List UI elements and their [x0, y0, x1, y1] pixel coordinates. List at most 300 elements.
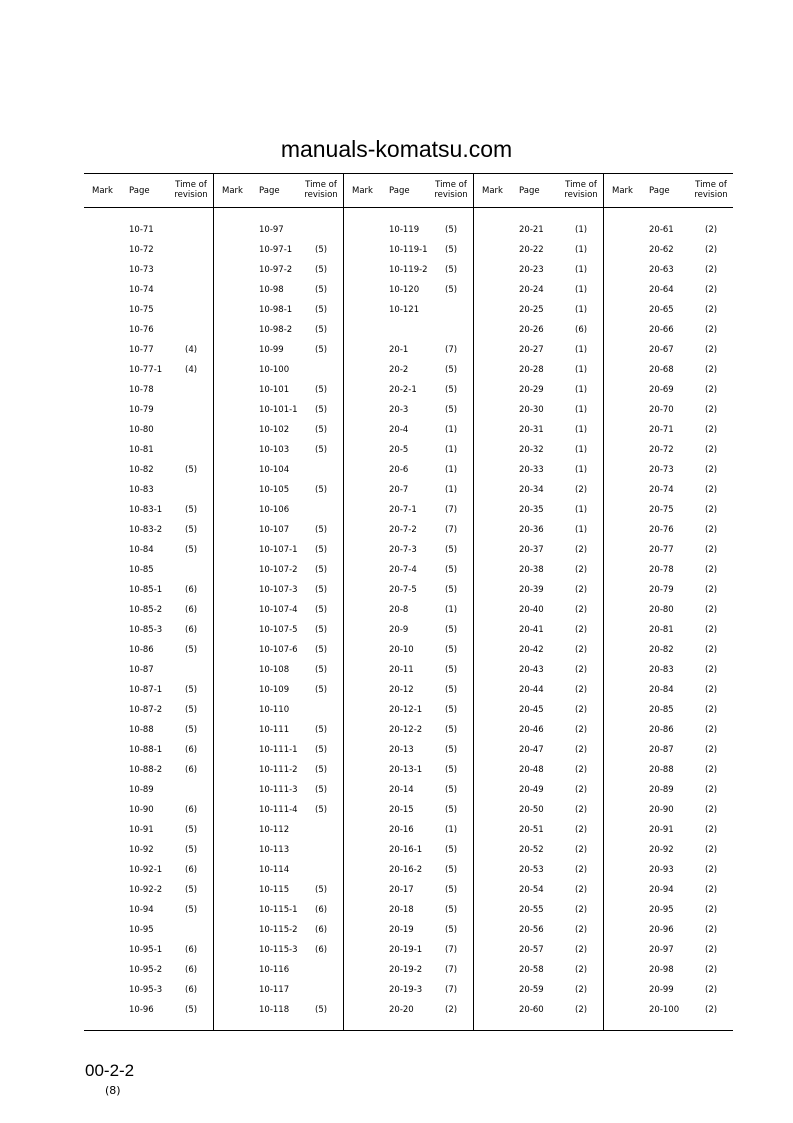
- page-cell: 10-108: [259, 665, 290, 675]
- revision-cell: (6): [185, 865, 198, 875]
- page-cell: 10-85: [129, 565, 154, 575]
- page-cell: 20-67: [649, 345, 674, 355]
- page-cell: 10-83-1: [129, 505, 163, 515]
- page-cell: 20-27: [519, 345, 544, 355]
- revision-cell: (5): [315, 805, 328, 815]
- page-cell: 20-28: [519, 365, 544, 375]
- revision-cell: (2): [705, 545, 718, 555]
- page-cell: 20-31: [519, 425, 544, 435]
- revision-cell: (1): [575, 405, 588, 415]
- page-cell: 20-3: [389, 405, 409, 415]
- revision-cell: (1): [575, 365, 588, 375]
- revision-cell: (6): [315, 945, 328, 955]
- revision-cell: (5): [445, 285, 458, 295]
- page-cell: 20-19: [389, 925, 414, 935]
- revision-cell: (5): [315, 445, 328, 455]
- revision-cell: (5): [315, 245, 328, 255]
- revision-cell: (6): [185, 765, 198, 775]
- page-cell: 20-15: [389, 805, 414, 815]
- page-cell: 20-77: [649, 545, 674, 555]
- page-cell: 20-55: [519, 905, 544, 915]
- page-cell: 20-75: [649, 505, 674, 515]
- page-cell: 10-118: [259, 1005, 290, 1015]
- page-cell: 20-63: [649, 265, 674, 275]
- revision-cell: (5): [445, 865, 458, 875]
- revision-cell: (2): [575, 725, 588, 735]
- page-cell: 20-88: [649, 765, 674, 775]
- header-mark: Mark: [352, 186, 373, 196]
- revision-cell: (5): [445, 665, 458, 675]
- page-cell: 10-92-1: [129, 865, 163, 875]
- page-cell: 20-12-1: [389, 705, 423, 715]
- header-revision-line1: Time of: [305, 180, 337, 190]
- revision-cell: (5): [185, 645, 198, 655]
- header-revision-line2: revision: [564, 190, 598, 200]
- page-cell: 20-44: [519, 685, 544, 695]
- page-cell: 20-53: [519, 865, 544, 875]
- page-cell: 20-17: [389, 885, 414, 895]
- revision-cell: (5): [315, 745, 328, 755]
- revision-cell: (5): [445, 385, 458, 395]
- revision-cell: (2): [705, 245, 718, 255]
- revision-cell: (2): [705, 605, 718, 615]
- revision-cell: (2): [575, 925, 588, 935]
- page-cell: 20-82: [649, 645, 674, 655]
- page-cell: 10-117: [259, 985, 290, 995]
- page-cell: 10-109: [259, 685, 290, 695]
- revision-cell: (2): [705, 705, 718, 715]
- revision-cell: (2): [705, 425, 718, 435]
- page-cell: 10-98-1: [259, 305, 293, 315]
- header-page: Page: [259, 186, 280, 196]
- table-top-rule: [84, 173, 733, 174]
- header-revision-line1: Time of: [435, 180, 467, 190]
- page-cell: 20-16: [389, 825, 414, 835]
- page-cell: 10-99: [259, 345, 284, 355]
- column-divider: [343, 173, 344, 1030]
- header-page: Page: [129, 186, 150, 196]
- page-cell: 10-87: [129, 665, 154, 675]
- page-cell: 20-2-1: [389, 385, 417, 395]
- revision-cell: (1): [575, 305, 588, 315]
- revision-cell: (2): [575, 665, 588, 675]
- revision-cell: (6): [185, 745, 198, 755]
- page-cell: 20-42: [519, 645, 544, 655]
- page-cell: 20-49: [519, 785, 544, 795]
- revision-cell: (5): [185, 685, 198, 695]
- site-title: manuals-komatsu.com: [280, 136, 513, 162]
- revision-cell: (2): [705, 865, 718, 875]
- page-cell: 20-52: [519, 845, 544, 855]
- revision-cell: (1): [445, 465, 458, 475]
- page-cell: 20-93: [649, 865, 674, 875]
- header-page: Page: [389, 186, 410, 196]
- revision-cell: (7): [445, 505, 458, 515]
- page-cell: 20-14: [389, 785, 414, 795]
- page-cell: 20-22: [519, 245, 544, 255]
- revision-cell: (2): [705, 225, 718, 235]
- revision-cell: (5): [445, 585, 458, 595]
- page-cell: 10-119: [389, 225, 420, 235]
- revision-cell: (7): [445, 525, 458, 535]
- page-cell: 10-115-1: [259, 905, 298, 915]
- revision-cell: (6): [185, 585, 198, 595]
- revision-cell: (2): [575, 785, 588, 795]
- page-cell: 20-83: [649, 665, 674, 675]
- page-cell: 20-8: [389, 605, 409, 615]
- revision-cell: (2): [705, 285, 718, 295]
- page-cell: 10-106: [259, 505, 290, 515]
- revision-cell: (5): [185, 845, 198, 855]
- revision-cell: (5): [315, 665, 328, 675]
- revision-cell: (6): [185, 985, 198, 995]
- page-cell: 20-7-2: [389, 525, 417, 535]
- page-cell: 10-95-1: [129, 945, 163, 955]
- revision-cell: (2): [575, 805, 588, 815]
- revision-cell: (1): [575, 465, 588, 475]
- revision-cell: (5): [315, 265, 328, 275]
- page-cell: 10-112: [259, 825, 290, 835]
- revision-cell: (4): [185, 345, 198, 355]
- header-mark: Mark: [612, 186, 633, 196]
- page-cell: 20-98: [649, 965, 674, 975]
- revision-cell: (2): [705, 265, 718, 275]
- page-cell: 20-7: [389, 485, 409, 495]
- header-bottom-rule: [84, 207, 733, 208]
- revision-cell: (5): [315, 525, 328, 535]
- page-cell: 20-47: [519, 745, 544, 755]
- revision-cell: (2): [575, 865, 588, 875]
- header-revision-line1: Time of: [175, 180, 207, 190]
- page-cell: 20-78: [649, 565, 674, 575]
- page-cell: 20-43: [519, 665, 544, 675]
- page-cell: 10-96: [129, 1005, 154, 1015]
- page-cell: 10-73: [129, 265, 154, 275]
- page-cell: 10-107-4: [259, 605, 298, 615]
- page-cell: 20-16-2: [389, 865, 423, 875]
- page-cell: 20-32: [519, 445, 544, 455]
- page-cell: 20-34: [519, 485, 544, 495]
- page-cell: 20-68: [649, 365, 674, 375]
- header-page: Page: [519, 186, 540, 196]
- page-cell: 20-25: [519, 305, 544, 315]
- page-cell: 20-66: [649, 325, 674, 335]
- page-cell: 20-38: [519, 565, 544, 575]
- revision-cell: (2): [705, 825, 718, 835]
- revision-cell: (5): [445, 845, 458, 855]
- page-cell: 20-7-4: [389, 565, 417, 575]
- page-cell: 10-103: [259, 445, 290, 455]
- revision-cell: (5): [445, 805, 458, 815]
- revision-cell: (2): [575, 605, 588, 615]
- revision-cell: (5): [315, 625, 328, 635]
- revision-cell: (5): [445, 365, 458, 375]
- revision-cell: (1): [445, 605, 458, 615]
- revision-cell: (2): [705, 305, 718, 315]
- revision-cell: (5): [315, 385, 328, 395]
- page-cell: 20-45: [519, 705, 544, 715]
- header-revision-line2: revision: [304, 190, 338, 200]
- page-cell: 20-50: [519, 805, 544, 815]
- header-mark: Mark: [222, 186, 243, 196]
- revision-cell: (2): [705, 765, 718, 775]
- page-cell: 10-121: [389, 305, 420, 315]
- revision-cell: (2): [705, 905, 718, 915]
- page-cell: 20-13: [389, 745, 414, 755]
- revision-cell: (5): [445, 645, 458, 655]
- page-cell: 10-119-1: [389, 245, 428, 255]
- page-cell: 10-71: [129, 225, 154, 235]
- revision-cell: (5): [315, 725, 328, 735]
- page-cell: 20-19-2: [389, 965, 423, 975]
- revision-cell: (5): [445, 625, 458, 635]
- revision-cell: (6): [185, 625, 198, 635]
- page-cell: 10-98-2: [259, 325, 293, 335]
- revision-cell: (5): [445, 565, 458, 575]
- header-revision-line2: revision: [434, 190, 468, 200]
- page-cell: 20-100: [649, 1005, 680, 1015]
- revision-cell: (5): [185, 1005, 198, 1015]
- page-cell: 20-56: [519, 925, 544, 935]
- revision-cell: (2): [705, 405, 718, 415]
- page-cell: 10-88: [129, 725, 154, 735]
- revision-cell: (2): [575, 745, 588, 755]
- revision-cell: (2): [705, 965, 718, 975]
- page-cell: 20-54: [519, 885, 544, 895]
- revision-cell: (5): [445, 905, 458, 915]
- page-cell: 20-9: [389, 625, 409, 635]
- page-revision: (8): [105, 1084, 121, 1097]
- revision-cell: (5): [315, 345, 328, 355]
- page-cell: 20-7-3: [389, 545, 417, 555]
- page-cell: 20-69: [649, 385, 674, 395]
- page-cell: 20-41: [519, 625, 544, 635]
- column-divider: [213, 173, 214, 1030]
- revision-cell: (2): [575, 705, 588, 715]
- page-cell: 10-107-5: [259, 625, 298, 635]
- page-cell: 20-74: [649, 485, 674, 495]
- page-cell: 10-111-2: [259, 765, 298, 775]
- page-cell: 10-88-1: [129, 745, 163, 755]
- page-cell: 20-99: [649, 985, 674, 995]
- revision-cell: (2): [705, 785, 718, 795]
- page-cell: 20-87: [649, 745, 674, 755]
- revision-cell: (1): [445, 425, 458, 435]
- page-cell: 20-37: [519, 545, 544, 555]
- page-cell: 20-24: [519, 285, 544, 295]
- page-cell: 20-39: [519, 585, 544, 595]
- page-cell: 10-85-3: [129, 625, 163, 635]
- page-cell: 20-95: [649, 905, 674, 915]
- page-cell: 20-23: [519, 265, 544, 275]
- page-cell: 10-86: [129, 645, 154, 655]
- revision-cell: (2): [575, 885, 588, 895]
- revision-cell: (1): [575, 265, 588, 275]
- header-revision-line2: revision: [694, 190, 728, 200]
- revision-cell: (5): [185, 545, 198, 555]
- page-cell: 20-86: [649, 725, 674, 735]
- revision-cell: (5): [315, 405, 328, 415]
- page-cell: 10-95-3: [129, 985, 163, 995]
- page-cell: 20-10: [389, 645, 414, 655]
- revision-cell: (5): [185, 725, 198, 735]
- page-cell: 20-19-3: [389, 985, 423, 995]
- revision-cell: (2): [575, 905, 588, 915]
- page-cell: 10-89: [129, 785, 154, 795]
- revision-cell: (5): [445, 785, 458, 795]
- page-cell: 20-11: [389, 665, 414, 675]
- revision-cell: (5): [185, 505, 198, 515]
- page-cell: 10-97-1: [259, 245, 293, 255]
- page-cell: 10-88-2: [129, 765, 163, 775]
- page-cell: 20-48: [519, 765, 544, 775]
- revision-cell: (5): [315, 1005, 328, 1015]
- column-divider: [473, 173, 474, 1030]
- page-cell: 20-64: [649, 285, 674, 295]
- revision-cell: (5): [315, 545, 328, 555]
- page-cell: 20-94: [649, 885, 674, 895]
- revision-cell: (2): [575, 1005, 588, 1015]
- page-cell: 20-36: [519, 525, 544, 535]
- page-cell: 20-58: [519, 965, 544, 975]
- page-cell: 10-78: [129, 385, 154, 395]
- header-page: Page: [649, 186, 670, 196]
- revision-cell: (6): [315, 925, 328, 935]
- revision-cell: (5): [315, 785, 328, 795]
- page-cell: 10-76: [129, 325, 154, 335]
- page-cell: 20-91: [649, 825, 674, 835]
- page-cell: 10-116: [259, 965, 290, 975]
- page-cell: 10-83: [129, 485, 154, 495]
- revision-cell: (2): [705, 525, 718, 535]
- page-cell: 20-12-2: [389, 725, 423, 735]
- page-cell: 10-95: [129, 925, 154, 935]
- page-cell: 10-81: [129, 445, 154, 455]
- revision-cell: (5): [445, 405, 458, 415]
- page-cell: 10-111: [259, 725, 290, 735]
- page-cell: 10-114: [259, 865, 290, 875]
- revision-cell: (1): [575, 385, 588, 395]
- revision-cell: (2): [575, 645, 588, 655]
- revision-cell: (2): [445, 1005, 458, 1015]
- page-cell: 20-96: [649, 925, 674, 935]
- revision-cell: (1): [575, 505, 588, 515]
- revision-cell: (5): [445, 705, 458, 715]
- page-cell: 20-7-1: [389, 505, 417, 515]
- page-cell: 20-84: [649, 685, 674, 695]
- page-cell: 10-107-2: [259, 565, 298, 575]
- header-revision-line1: Time of: [695, 180, 727, 190]
- page-cell: 20-81: [649, 625, 674, 635]
- revision-cell: (2): [705, 465, 718, 475]
- revision-cell: (2): [575, 965, 588, 975]
- page-cell: 20-97: [649, 945, 674, 955]
- page-cell: 20-1: [389, 345, 409, 355]
- page-cell: 20-65: [649, 305, 674, 315]
- revision-cell: (5): [445, 225, 458, 235]
- revision-cell: (7): [445, 965, 458, 975]
- revision-cell: (2): [575, 845, 588, 855]
- page-cell: 20-46: [519, 725, 544, 735]
- revision-cell: (7): [445, 345, 458, 355]
- page-cell: 10-95-2: [129, 965, 163, 975]
- page-cell: 20-70: [649, 405, 674, 415]
- page-cell: 20-6: [389, 465, 409, 475]
- header-revision-line1: Time of: [565, 180, 597, 190]
- revision-cell: (5): [315, 305, 328, 315]
- page-cell: 10-101-1: [259, 405, 298, 415]
- revision-cell: (2): [705, 985, 718, 995]
- page-cell: 20-26: [519, 325, 544, 335]
- revision-cell: (1): [575, 285, 588, 295]
- revision-cell: (1): [575, 345, 588, 355]
- table-bottom-rule: [84, 1030, 733, 1031]
- revision-cell: (1): [575, 225, 588, 235]
- column-divider: [603, 173, 604, 1030]
- page-cell: 10-85-1: [129, 585, 163, 595]
- page-cell: 10-79: [129, 405, 154, 415]
- revision-cell: (2): [705, 645, 718, 655]
- page-cell: 10-105: [259, 485, 290, 495]
- page-cell: 10-111-4: [259, 805, 298, 815]
- header-revision-line2: revision: [174, 190, 208, 200]
- revision-cell: (2): [575, 825, 588, 835]
- header-mark: Mark: [482, 186, 503, 196]
- revision-cell: (5): [445, 885, 458, 895]
- page-cell: 20-76: [649, 525, 674, 535]
- page-cell: 20-20: [389, 1005, 414, 1015]
- page-cell: 10-75: [129, 305, 154, 315]
- page-cell: 10-97: [259, 225, 284, 235]
- page-cell: 20-57: [519, 945, 544, 955]
- revision-cell: (5): [185, 465, 198, 475]
- page-cell: 10-94: [129, 905, 154, 915]
- page-cell: 10-115: [259, 885, 290, 895]
- page-cell: 10-107-1: [259, 545, 298, 555]
- revision-cell: (5): [315, 685, 328, 695]
- page-cell: 10-74: [129, 285, 154, 295]
- revision-cell: (6): [185, 945, 198, 955]
- revision-cell: (2): [705, 505, 718, 515]
- page-cell: 20-13-1: [389, 765, 423, 775]
- revision-cell: (2): [575, 625, 588, 635]
- page-cell: 20-12: [389, 685, 414, 695]
- revision-cell: (2): [575, 585, 588, 595]
- revision-cell: (5): [445, 725, 458, 735]
- page-cell: 10-104: [259, 465, 290, 475]
- page-cell: 10-84: [129, 545, 154, 555]
- page-cell: 10-115-2: [259, 925, 298, 935]
- revision-cell: (2): [705, 485, 718, 495]
- revision-cell: (5): [315, 285, 328, 295]
- page-cell: 20-80: [649, 605, 674, 615]
- page-cell: 20-89: [649, 785, 674, 795]
- revision-cell: (5): [445, 925, 458, 935]
- page-cell: 20-92: [649, 845, 674, 855]
- revision-cell: (2): [575, 565, 588, 575]
- revision-cell: (2): [575, 485, 588, 495]
- revision-cell: (1): [575, 525, 588, 535]
- revision-cell: (2): [575, 985, 588, 995]
- page-cell: 10-107-3: [259, 585, 298, 595]
- revision-cell: (5): [185, 885, 198, 895]
- revision-cell: (5): [315, 565, 328, 575]
- revision-cell: (2): [705, 325, 718, 335]
- page-cell: 20-40: [519, 605, 544, 615]
- page-cell: 10-101: [259, 385, 290, 395]
- revision-cell: (5): [315, 425, 328, 435]
- revision-cell: (5): [445, 545, 458, 555]
